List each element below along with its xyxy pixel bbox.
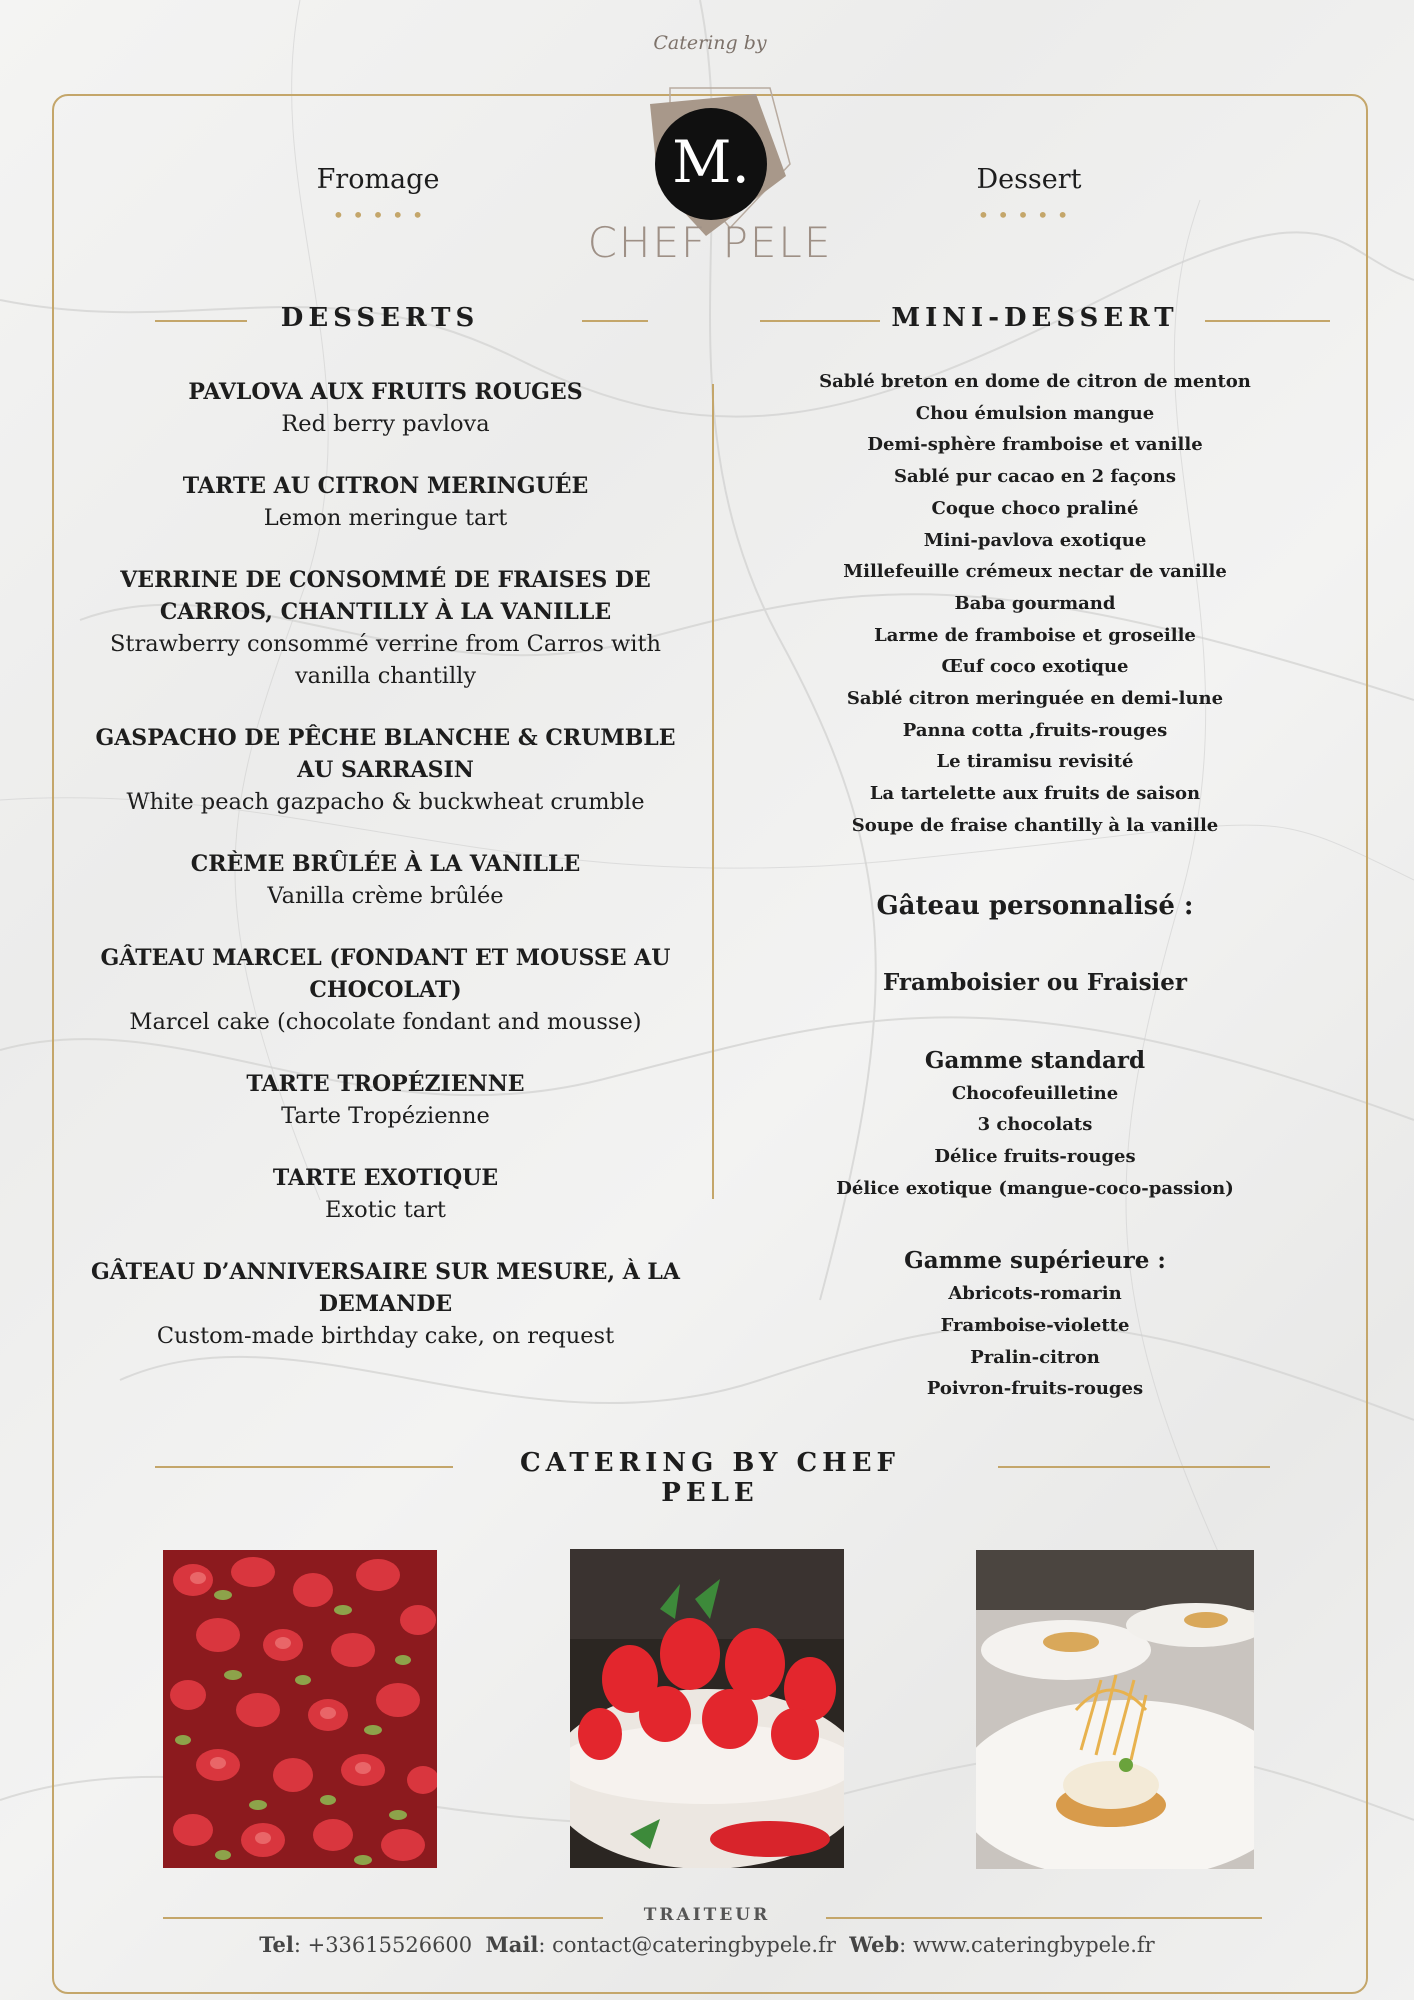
dessert-name: GÂTEAU MARCEL (FONDANT ET MOUSSE AU CHOCOLAT)	[100, 945, 671, 1003]
footer-rule-left	[163, 1917, 603, 1919]
column-divider	[712, 384, 714, 1199]
dessert-item	[88, 564, 683, 692]
custom-cake-flavors: Framboisier ou Fraisier	[882, 968, 1188, 996]
dessert-item	[88, 848, 683, 912]
mini-dessert-item: Panna cotta ,fruits-rouges	[902, 719, 1168, 741]
dessert-translation: Red berry pavlova	[281, 411, 490, 437]
tel-link[interactable]: +33615526600	[307, 1933, 473, 1957]
catering-title: CATERING BY CHEF PELE	[519, 1448, 901, 1508]
mini-dessert-column	[790, 366, 1280, 1405]
desserts-rule-left	[155, 320, 247, 322]
superior-range-item: Framboise-violette	[940, 1315, 1130, 1337]
standard-range-list	[790, 1078, 1280, 1205]
dessert-translation: White peach gazpacho & buckwheat crumble	[126, 789, 645, 815]
mini-dessert-item: Sablé breton en dome de citron de menton	[819, 371, 1251, 392]
tab-dessert-dots: •••••	[977, 203, 1077, 227]
mini-dessert-item: Baba gourmand	[954, 592, 1116, 614]
footer-title: TRAITEUR	[643, 1905, 771, 1925]
dessert-item	[88, 942, 683, 1038]
dessert-name: TARTE AU CITRON MERINGUÉE	[182, 473, 589, 499]
mini-dessert-item: Millefeuille crémeux nectar de vanille	[843, 561, 1227, 583]
mail-link[interactable]: contact@cateringbypele.fr	[552, 1933, 836, 1957]
superior-range-item: Abricots-romarin	[948, 1283, 1122, 1305]
dessert-translation: Custom-made birthday cake, on request	[156, 1323, 615, 1349]
superior-range-item: Poivron-fruits-rouges	[926, 1378, 1144, 1400]
mini-dessert-item: La tartelette aux fruits de saison	[869, 783, 1201, 805]
desserts-rule-right	[582, 320, 648, 322]
mini-dessert-item: Demi-sphère framboise et vanille	[867, 434, 1203, 456]
mini-rule-left	[760, 320, 880, 322]
logo-script-label: Catering by	[653, 32, 767, 54]
standard-range-item: Délice exotique (mangue-coco-passion)	[836, 1177, 1234, 1199]
tab-fromage-dots: •••••	[332, 203, 432, 227]
catering-rule-right	[998, 1466, 1270, 1468]
dessert-name: TARTE EXOTIQUE	[272, 1165, 499, 1191]
logo	[580, 28, 840, 268]
dessert-name: GASPACHO DE PÊCHE BLANCHE & CRUMBLE AU SARRASIN	[95, 725, 676, 783]
mini-dessert-list	[790, 366, 1280, 842]
web-label: Web	[849, 1932, 900, 1957]
desserts-list	[88, 376, 683, 1382]
standard-range-item: Chocofeuilletine	[951, 1082, 1119, 1104]
standard-range-item: Délice fruits-rouges	[934, 1145, 1136, 1167]
dessert-item	[88, 1162, 683, 1226]
logo-monogram: M.	[672, 128, 750, 196]
dessert-name: TARTE TROPÉZIENNE	[246, 1071, 525, 1097]
mini-dessert-item: Coque choco praliné	[931, 497, 1139, 519]
footer-rule-right	[826, 1917, 1262, 1919]
footer-contact: Tel: +33615526600 Mail: contact@cateringbypele.fr Web: www.cateringbypele.fr	[259, 1932, 1155, 1957]
dessert-item	[88, 376, 683, 440]
dessert-translation: Vanilla crème brûlée	[267, 883, 504, 909]
tab-fromage[interactable]: Fromage	[316, 164, 440, 195]
tab-dessert[interactable]: Dessert	[976, 164, 1082, 195]
dessert-name: GÂTEAU D’ANNIVERSAIRE SUR MESURE, À LA DEMANDE	[91, 1259, 680, 1317]
dessert-item	[88, 470, 683, 534]
mini-dessert-item: Le tiramisu revisité	[936, 751, 1134, 773]
standard-range-item: 3 chocolats	[977, 1114, 1093, 1136]
catering-rule-left	[155, 1466, 453, 1468]
dessert-translation: Exotic tart	[325, 1197, 446, 1223]
mini-dessert-item: Sablé pur cacao en 2 façons	[894, 466, 1176, 488]
dessert-name: CRÈME BRÛLÉE À LA VANILLE	[190, 851, 581, 877]
photo-plated-tartlet	[976, 1550, 1254, 1869]
desserts-title: DESSERTS	[280, 303, 480, 333]
custom-cake-title: Gâteau personnalisé :	[876, 890, 1194, 921]
mini-dessert-item: Sablé citron meringuée en demi-lune	[846, 688, 1224, 710]
dessert-translation: Tarte Tropézienne	[281, 1103, 490, 1129]
dessert-name: VERRINE DE CONSOMMÉ DE FRAISES DE CARROS, CHANTILLY À LA VANILLE	[120, 567, 651, 625]
dessert-item	[88, 722, 683, 818]
dessert-translation: Marcel cake (chocolate fondant and mousse)	[129, 1009, 642, 1035]
dessert-translation: Strawberry consommé verrine from Carros with vanilla chantilly	[109, 631, 662, 689]
photo-strawberry-pavlova	[570, 1549, 844, 1868]
web-link[interactable]: www.cateringbypele.fr	[912, 1933, 1155, 1957]
photo-strawberries-pistachio	[163, 1550, 437, 1868]
mini-dessert-item: Mini-pavlova exotique	[923, 529, 1147, 551]
mini-title: MINI-DESSERT	[891, 303, 1179, 333]
tel-label: Tel	[259, 1932, 294, 1957]
dessert-translation: Lemon meringue tart	[263, 505, 508, 531]
dessert-name: PAVLOVA AUX FRUITS ROUGES	[188, 379, 583, 405]
superior-range-item: Pralin-citron	[970, 1346, 1100, 1368]
mini-rule-right	[1205, 320, 1330, 322]
mail-label: Mail	[485, 1932, 539, 1957]
mini-dessert-item: Chou émulsion mangue	[915, 402, 1155, 424]
mini-dessert-item: Soupe de fraise chantilly à la vanille	[851, 814, 1219, 836]
superior-range-list	[790, 1278, 1280, 1405]
standard-range-title: Gamme standard	[924, 1046, 1146, 1074]
mini-dessert-item: Larme de framboise et groseille	[874, 624, 1196, 646]
dessert-item	[88, 1256, 683, 1352]
mini-dessert-item: Œuf coco exotique	[941, 656, 1129, 678]
logo-wordmark: CHEF PELE	[587, 218, 833, 267]
superior-range-title: Gamme supérieure :	[904, 1247, 1166, 1275]
dessert-item	[88, 1068, 683, 1132]
